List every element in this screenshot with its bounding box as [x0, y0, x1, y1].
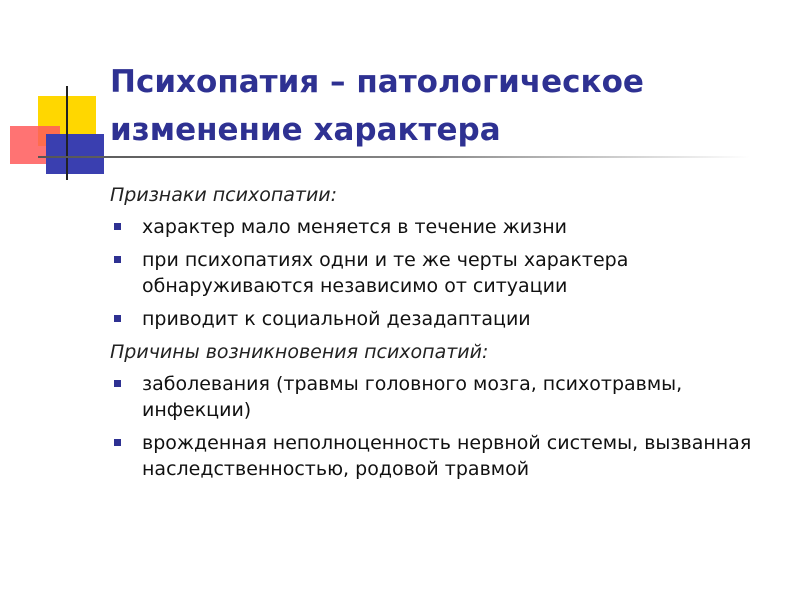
list-item	[110, 430, 785, 482]
bullet-icon	[114, 315, 121, 322]
decorative-squares	[0, 0, 120, 190]
section-heading-signs: Признаки психопатии:	[110, 184, 338, 206]
bullet-icon	[114, 439, 121, 446]
list-item-text: характер мало меняется в течение жизни	[142, 216, 568, 238]
bullet-icon	[114, 223, 121, 230]
title-underline	[38, 156, 750, 158]
slide-title	[110, 58, 780, 154]
list-item-text: при психопатиях одни и те же черты характера обнаруживаются независимо от ситуации	[142, 249, 629, 297]
list-item	[110, 306, 785, 332]
list-item-text: врожденная неполноценность нервной системы, вызванная наследственностью, родовой травмой	[142, 432, 752, 480]
bullet-icon	[114, 380, 121, 387]
list-item	[110, 247, 785, 299]
slide-body	[110, 182, 785, 489]
list-item	[110, 371, 785, 423]
list-item	[110, 214, 785, 240]
list-item-text: заболевания (травмы головного мозга, психотравмы, инфекции)	[142, 373, 683, 421]
list-item-text: приводит к социальной дезадаптации	[142, 308, 531, 330]
title-line-2: изменение характера	[110, 112, 501, 148]
section-heading-causes: Причины возникновения психопатий:	[110, 341, 489, 363]
blue-square	[46, 134, 104, 174]
causes-list	[110, 371, 785, 482]
bullet-icon	[114, 256, 121, 263]
title-line-1: Психопатия – патологическое	[110, 64, 644, 100]
signs-list	[110, 214, 785, 332]
